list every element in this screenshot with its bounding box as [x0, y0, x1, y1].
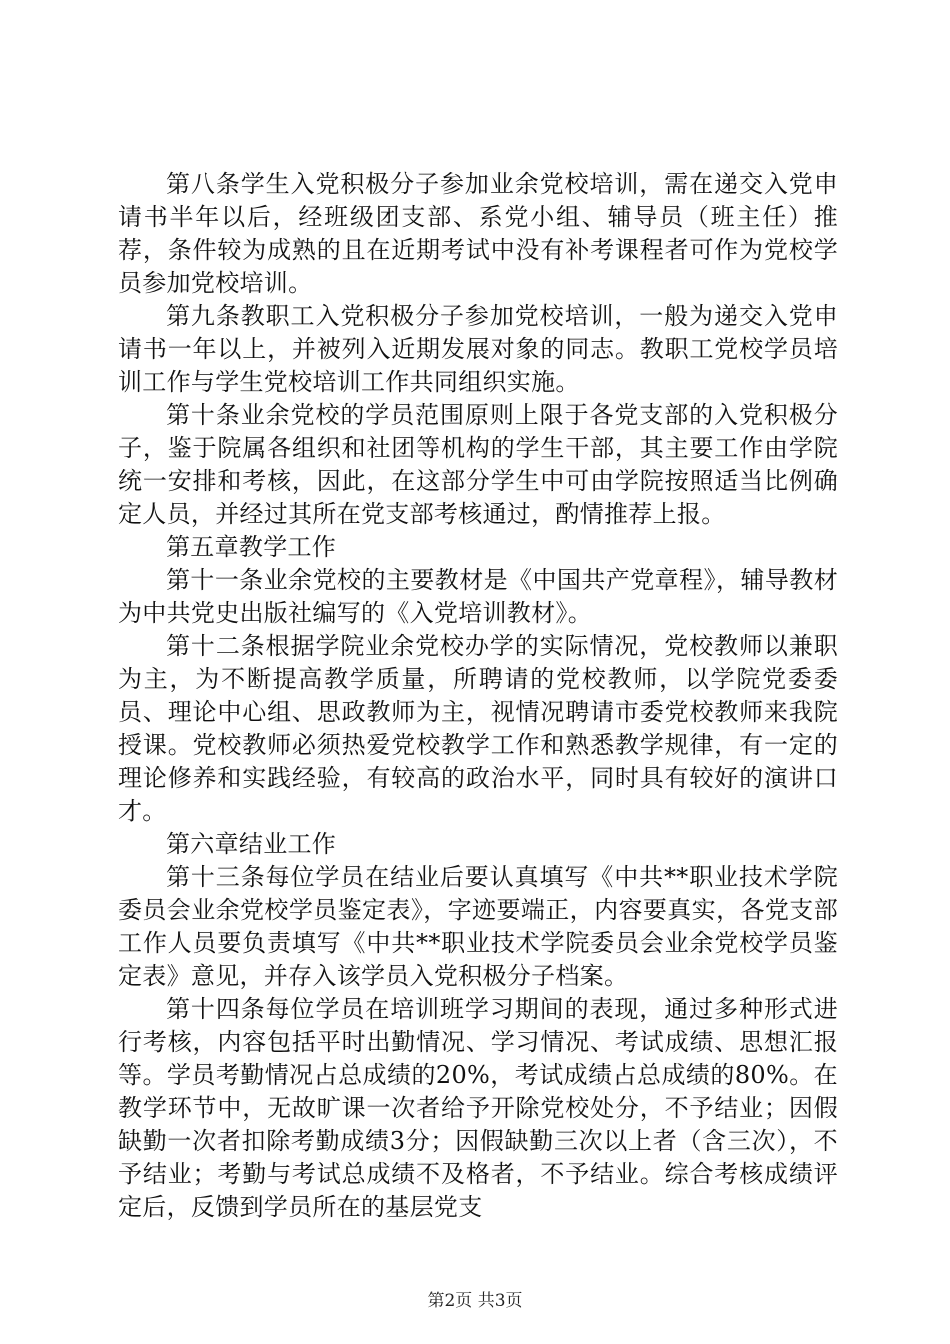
page-total: 共3页: [477, 1291, 523, 1311]
article-14: 第十四条每位学员在培训班学习期间的表现，通过多种形式进行考核，内容包括平时出勤情况、学习情况、考试成绩、思想汇报等。学员考勤情况占总成绩的20%，考试成绩占总成绩的80%。在教学环节中，无故旷课一次者给予开除党校处分，不予结业；因假缺勤一次者扣除考勤成绩3分；因假缺勤三次以上者（含三次），不予结业；考勤与考试总成绩不及格者，不予结业。综合考核成绩评定后，反馈到学员所在的基层党支: [118, 995, 838, 1221]
chapter-6-heading: 第六章结业工作: [166, 830, 337, 858]
article-8: 第八条学生入党积极分子参加业余党校培训，需在递交入党申请书半年以后，经班级团支部、系党小组、辅导员（班主任）推荐，条件较为成熟的且在近期考试中没有补考课程者可作为党校学员参加党校培训。: [118, 170, 838, 297]
article-10: 第十条业余党校的学员范围原则上限于各党支部的入党积极分子，鉴于院属各组织和社团等机构的学生干部，其主要工作由学院统一安排和考核，因此，在这部分学生中可由学院按照适当比例确定人员，并经过其所在党支部考核通过，酌情推荐上报。: [118, 401, 838, 528]
document-body: [118, 168, 838, 1224]
article-12: 第十二条根据学院业余党校办学的实际情况，党校教师以兼职为主，为不断提高教学质量，所聘请的党校教师，以学院党委委员、理论中心组、思政教师为主，视情况聘请市委党校教师来我院授课。党校教师必须热爱党校教学工作和熟悉教学规律，有一定的理论修养和实践经验，有较高的政治水平，同时具有较好的演讲口才。: [118, 632, 838, 825]
page-footer: [0, 1290, 950, 1312]
chapter-5-heading: 第五章教学工作: [166, 533, 337, 561]
article-13: 第十三条每位学员在结业后要认真填写《中共**职业技术学院委员会业余党校学员鉴定表》，字迹要端正，内容要真实，各党支部工作人员要负责填写《中共**职业技术学院委员会业余党校学员鉴定表》意见，并存入该学员入党积极分子档案。: [118, 863, 838, 990]
article-11: 第十一条业余党校的主要教材是《中国共产党章程》，辅导教材为中共党史出版社编写的《入党培训教材》。: [118, 566, 838, 627]
article-9: 第九条教职工入党积极分子参加党校培训，一般为递交入党申请书一年以上，并被列入近期发展对象的同志。教职工党校学员培训工作与学生党校培训工作共同组织实施。: [118, 302, 838, 396]
page-number: 第2页: [427, 1291, 473, 1311]
